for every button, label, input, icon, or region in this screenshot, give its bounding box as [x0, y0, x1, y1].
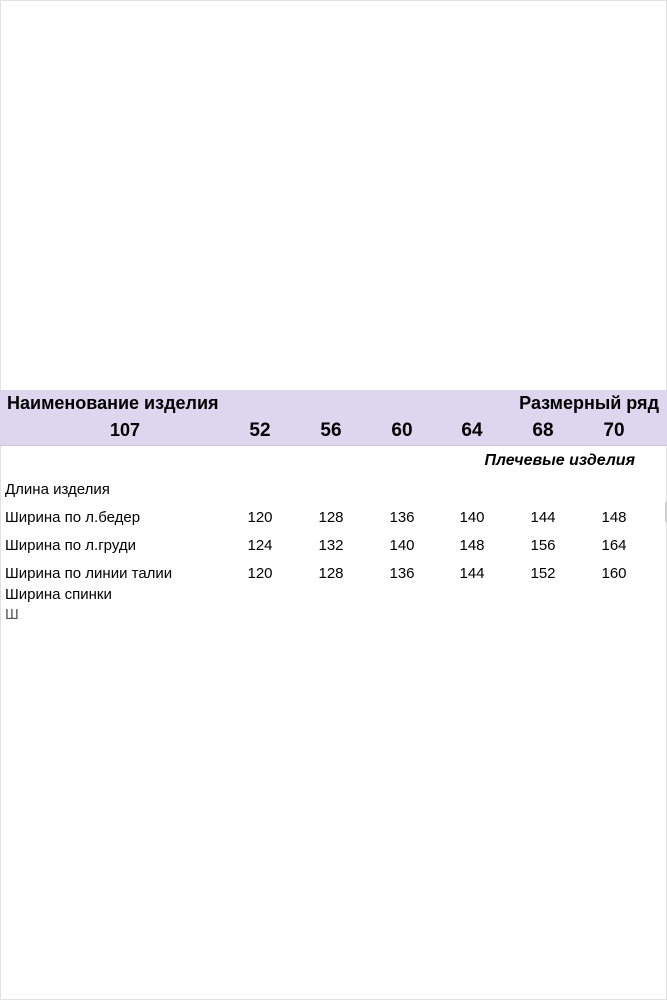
category-label: Плечевые изделия	[484, 452, 635, 469]
table-cell: 120	[247, 509, 273, 526]
size-header-60: 60	[391, 420, 413, 441]
row-label-hip-width: Ширина по л.бедер	[5, 509, 141, 526]
model-number: 107	[110, 420, 141, 440]
row-label-back-width: Ширина спинки	[5, 586, 112, 603]
table-cell: 148	[459, 537, 485, 554]
table-cell: 140	[459, 509, 485, 526]
table-cell: 144	[459, 565, 485, 582]
table-cell: 156	[530, 537, 556, 554]
size-header-56: 56	[320, 420, 342, 441]
product-name-header: Наименование изделия	[7, 393, 219, 413]
size-header-52: 52	[249, 420, 271, 441]
clipped-text-fragment: Ш	[5, 606, 19, 623]
size-range-header: Размерный ряд	[519, 393, 659, 413]
table-cell: 164	[601, 537, 627, 554]
table-cell: 136	[389, 509, 415, 526]
table-cell: 160	[601, 565, 627, 582]
table-cell: 132	[318, 537, 344, 554]
table-cell: 128	[318, 565, 344, 582]
size-header-68: 68	[532, 420, 554, 441]
table-cell: 144	[530, 509, 556, 526]
size-header-64: 64	[461, 420, 483, 441]
table-cell: 124	[247, 537, 273, 554]
table-cell: 148	[601, 509, 627, 526]
row-label-length: Длина изделия	[5, 481, 110, 498]
table-cell: 128	[318, 509, 344, 526]
table-cell: 136	[389, 565, 415, 582]
table-cell: 120	[247, 565, 273, 582]
table-cell: 152	[530, 565, 556, 582]
size-header-70: 70	[603, 420, 625, 441]
row-label-waist-width: Ширина по линии талии	[5, 565, 173, 582]
table-cell: 140	[389, 537, 415, 554]
row-label-chest-width: Ширина по л.груди	[5, 537, 136, 554]
